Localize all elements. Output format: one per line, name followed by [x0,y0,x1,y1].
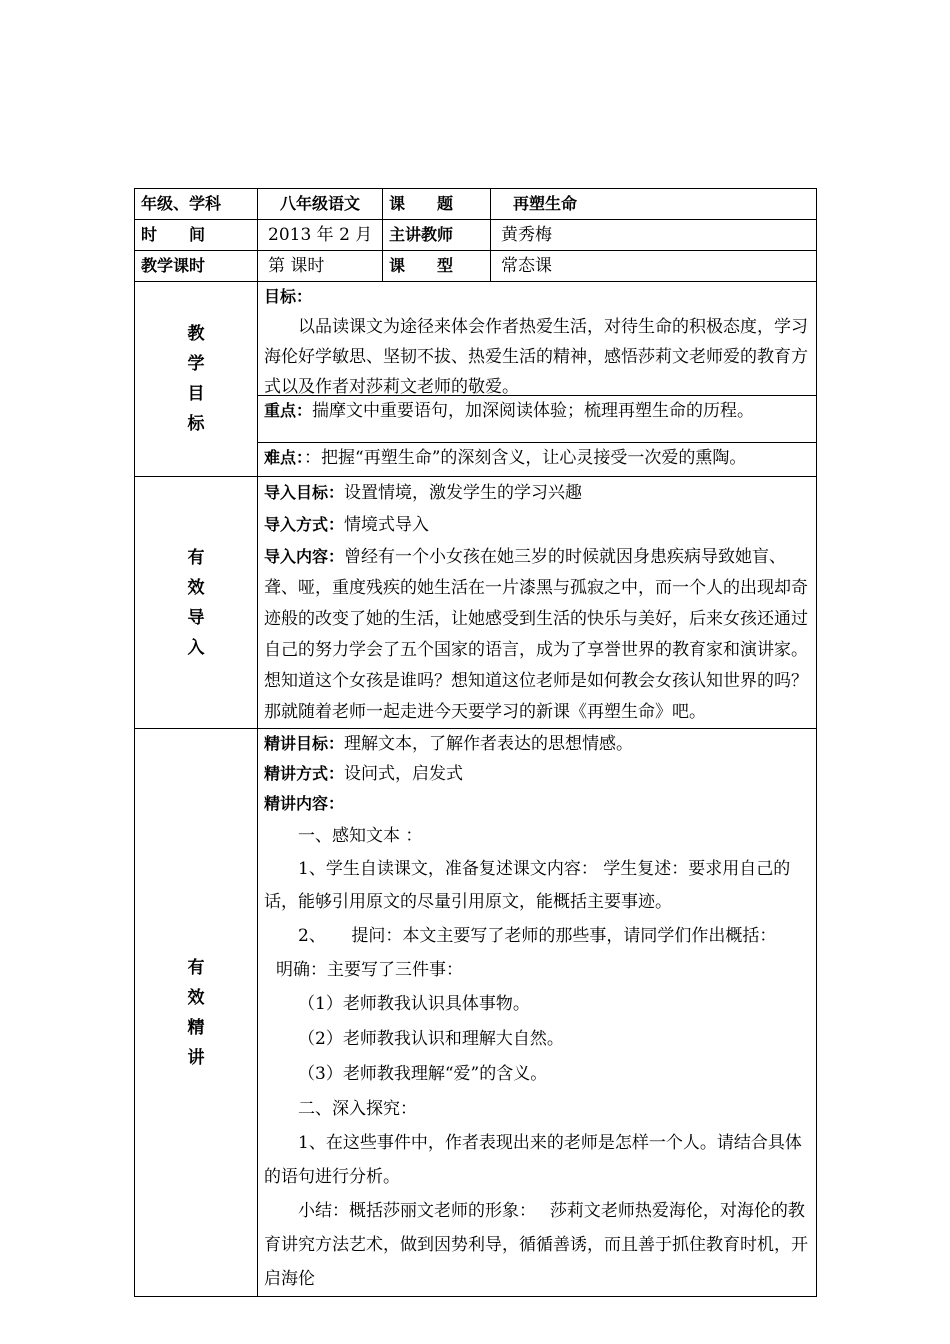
question-3: 1、在这些事件中，作者表现出来的老师是怎样一个人。请结合具体的语句进行分析。 [264,1133,802,1187]
lesson-type-label: 课 型 [383,251,491,282]
intro-method-label: 导入方式： [264,515,345,534]
question-1: 1、学生自读课文，准备复述课文内容： 学生复述：要求用自己的话，能够引用原文的尽量引用原文，能概括主要事迹。 [264,859,791,912]
answer-item-3: （3）老师教我理解“爱”的含义。 [298,1064,548,1084]
difficulty-label: 难点： [264,448,305,467]
lecture-content [258,729,817,1297]
key-point-label: 重点： [264,401,313,420]
key-point-text: 揣摩文中重要语句，加深阅读体验；梳理再塑生命的历程。 [312,401,755,421]
goals-side-label: 教 学 目 标 [135,282,258,477]
goal-label: 目标： [264,287,313,306]
lecture-section [135,729,817,1297]
teacher-value: 黄秀梅 [491,220,817,251]
difficulty-text: ：把握“再塑生命”的深刻含义，让心灵接受一次爱的熏陶。 [304,448,747,468]
lecture-method-text: 设问式，启发式 [344,764,464,784]
section-perceive-heading: 一、感知文本 ： [298,826,423,846]
grade-subject-label: 年级、学科 [135,189,258,220]
lesson-plan-table [134,188,817,1297]
goal-block [258,282,816,396]
intro-content [258,477,817,729]
goal-text: 以品读课文为途径来体会作者热爱生活，对待生命的积极态度，学习海伦好学敏思、坚韧不拔、热爱生活的精神，感悟莎莉文老师爱的教育方式以及作者对莎莉文老师的敬爱。 [264,317,808,397]
lecture-method-label: 精讲方式： [264,764,345,783]
period-value: 第 课时 [258,251,383,282]
teacher-label: 主讲教师 [383,220,491,251]
answer-item-2: （2）老师教我认识和理解大自然。 [298,1029,564,1049]
intro-content-text: 曾经有一个小女孩在她三岁的时候就因身患疾病导致她盲、聋、哑，重度残疾的她生活在一片漆黑与孤寂之中，而一个人的出现却奇迹般的改变了她的生活，让她感受到生活的快乐与美好，后来女孩还通过自己的努力学会了五个国家的语言，成为了享誉世界的教育家和演讲家。想知道这个女孩是谁吗？想知道这位老师是如何教会女孩认知世界的吗？那就随着老师一起走进今天要学习的新课《再塑生命》吧。 [264,547,808,722]
goals-section [135,282,817,477]
topic-value: 再塑生命 [491,189,817,220]
lesson-type-value: 常态课 [491,251,817,282]
intro-goal-label: 导入目标： [264,483,345,502]
time-value: 2013 年 2 月 [258,220,383,251]
intro-content-label: 导入内容： [264,547,345,566]
intro-section [135,477,817,729]
answer-intro: 明确：主要写了三件事： [276,960,463,980]
time-label: 时 间 [135,220,258,251]
difficulty-block [258,443,816,475]
intro-goal-text: 设置情境，激发学生的学习兴趣 [344,483,583,503]
summary-text: 小结：概括莎丽文老师的形象： 莎莉文老师热爱海伦，对海伦的教育讲究方法艺术，做到因势利导，循循善诱，而且善于抓住教育时机，开启海伦 [264,1201,808,1289]
intro-side-label: 有 效 导 入 [135,477,258,729]
header-row-subject [135,189,817,220]
lecture-goal-text: 理解文本，了解作者表达的思想情感。 [344,734,634,754]
grade-subject-value: 八年级语文 [258,189,383,220]
header-row-time [135,220,817,251]
key-point-block [258,396,816,443]
answer-item-1: （1）老师教我认识具体事物。 [298,994,530,1014]
lecture-goal-label: 精讲目标： [264,734,345,753]
section-explore-heading: 二、深入探究： [298,1099,417,1119]
intro-method-text: 情境式导入 [344,515,430,535]
period-label: 教学课时 [135,251,258,282]
question-2: 2、 提问：本文主要写了老师的那些事，请同学们作出概括： [298,926,777,946]
lecture-side-label: 有 效 精 讲 [135,729,258,1297]
topic-label: 课 题 [383,189,491,220]
header-row-period [135,251,817,282]
goals-content [258,282,817,477]
lecture-content-label: 精讲内容： [264,794,345,813]
